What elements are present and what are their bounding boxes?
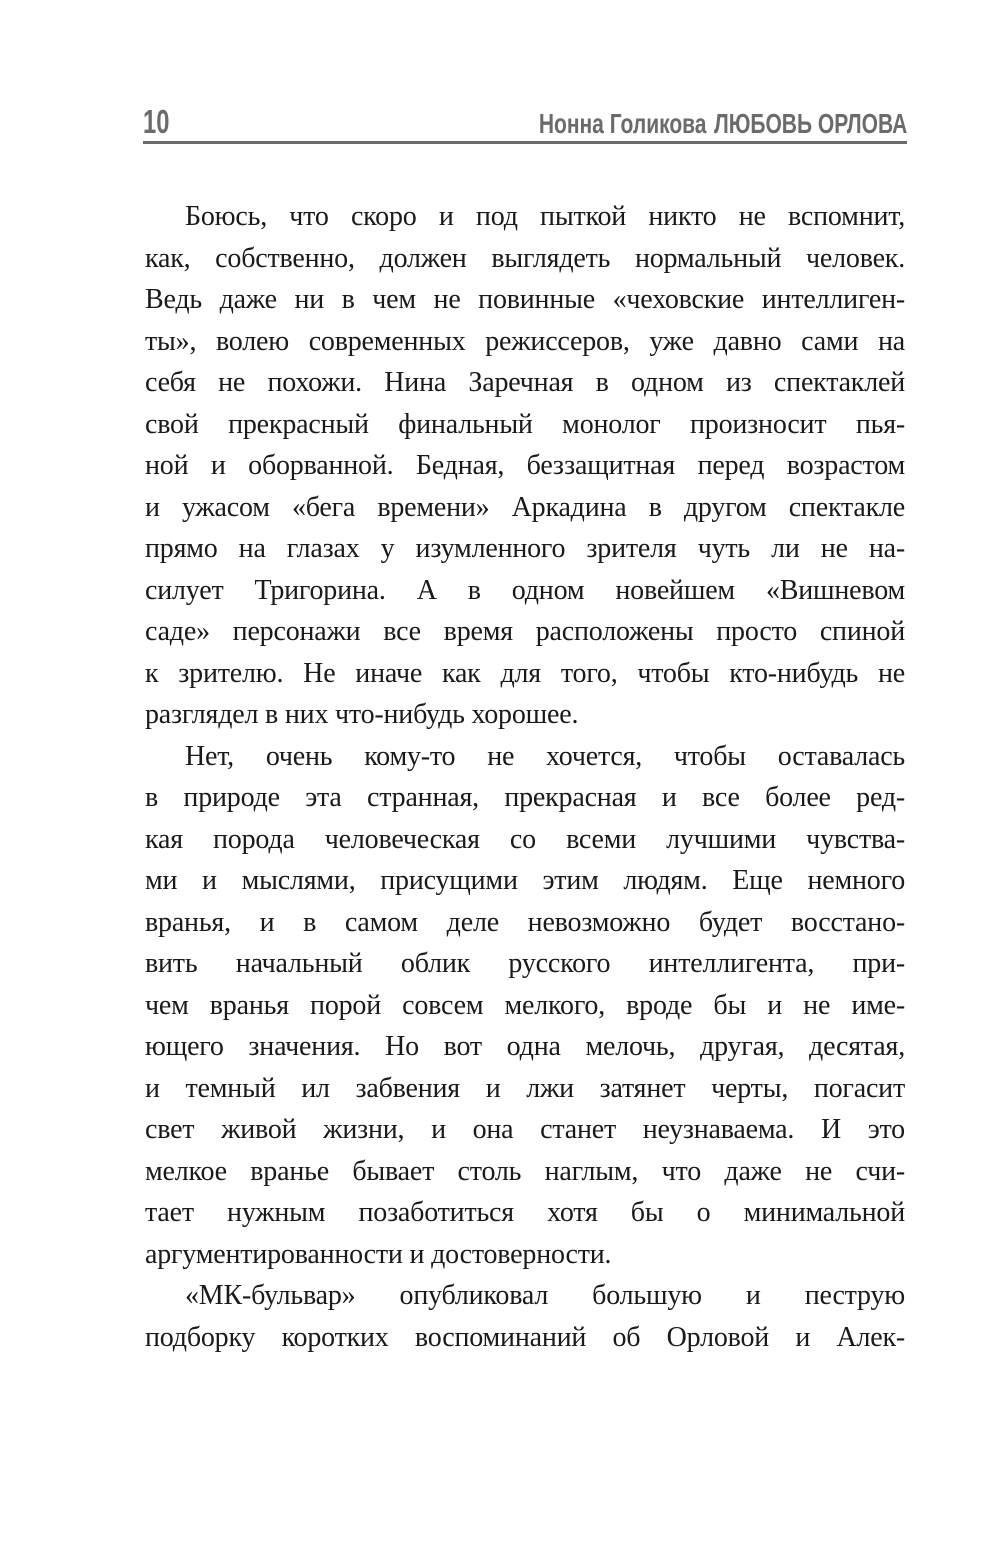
text-line: как, собственно, должен выглядеть нормальный человек.	[145, 242, 905, 274]
text-line: и темный ил забвения и лжи затянет черты, погасит	[145, 1072, 905, 1104]
running-head	[0, 0, 1000, 150]
text-line: кая порода человеческая со всеми лучшими чувства-	[145, 823, 905, 855]
book-title: ЛЮБОВЬ ОРЛОВА	[713, 108, 907, 139]
text-line: саде» персонажи все время расположены просто спиной	[145, 616, 905, 647]
text-line: в природе эта странная, прекрасная и все более ред-	[145, 782, 905, 813]
paragraph	[145, 1275, 905, 1358]
text-line: Ведь даже ни в чем не повинные «чеховские интеллиген-	[145, 284, 905, 315]
body-text	[145, 196, 905, 1358]
author-name: Нонна Голикова	[538, 108, 707, 139]
text-line: разглядел в них что-нибудь хорошее.	[145, 699, 579, 730]
text-line: вить начальный облик русского интеллигента, при-	[145, 948, 905, 979]
text-line: ты», волею современных режиссеров, уже давно сами на	[145, 325, 905, 357]
text-line: «МК-бульвар» опубликовал большую и пеструю	[185, 1280, 905, 1311]
text-line: ми и мыслями, присущими этим людям. Еще немного	[145, 865, 905, 896]
text-line: чем вранья порой совсем мелкого, вроде бы и не име-	[145, 989, 905, 1021]
header-rule	[143, 141, 907, 144]
text-line: Нет, очень кому-то не хочется, чтобы оставалась	[185, 740, 905, 772]
text-line: к зрителю. Не иначе как для того, чтобы кто-нибудь не	[145, 657, 905, 689]
page-number: 10	[143, 103, 170, 140]
text-line: и ужасом «бега времени» Аркадина в другом спектакле	[145, 491, 905, 523]
text-line: мелкое вранье бывает столь наглым, что даже не счи-	[145, 1155, 905, 1187]
text-line: свет живой жизни, и она станет неузнаваема. И это	[145, 1114, 905, 1145]
text-line: вранья, и в самом деле невозможно будет восстано-	[145, 906, 905, 938]
text-line: подборку коротких воспоминаний об Орловой и Алек-	[145, 1321, 905, 1353]
text-line: аргументированности и достоверности.	[145, 1238, 612, 1270]
text-line: ной и оборванной. Бедная, беззащитная перед возрастом	[145, 450, 905, 481]
running-head-title	[539, 108, 907, 140]
text-line: себя не похожи. Нина Заречная в одном из спектаклей	[145, 367, 905, 398]
paragraph	[145, 736, 905, 1276]
text-line: тает нужным позаботиться хотя бы о минимальной	[145, 1197, 905, 1228]
text-line: ющего значения. Но вот одна мелочь, другая, десятая,	[145, 1031, 905, 1062]
text-line: Боюсь, что скоро и под пыткой никто не вспомнит,	[185, 201, 905, 232]
paragraph	[145, 196, 905, 736]
text-line: прямо на глазах у изумленного зрителя чуть ли не на-	[145, 533, 905, 564]
text-line: силует Тригорина. А в одном новейшем «Вишневом	[145, 574, 905, 606]
text-line: свой прекрасный финальный монолог произносит пья-	[145, 408, 905, 440]
